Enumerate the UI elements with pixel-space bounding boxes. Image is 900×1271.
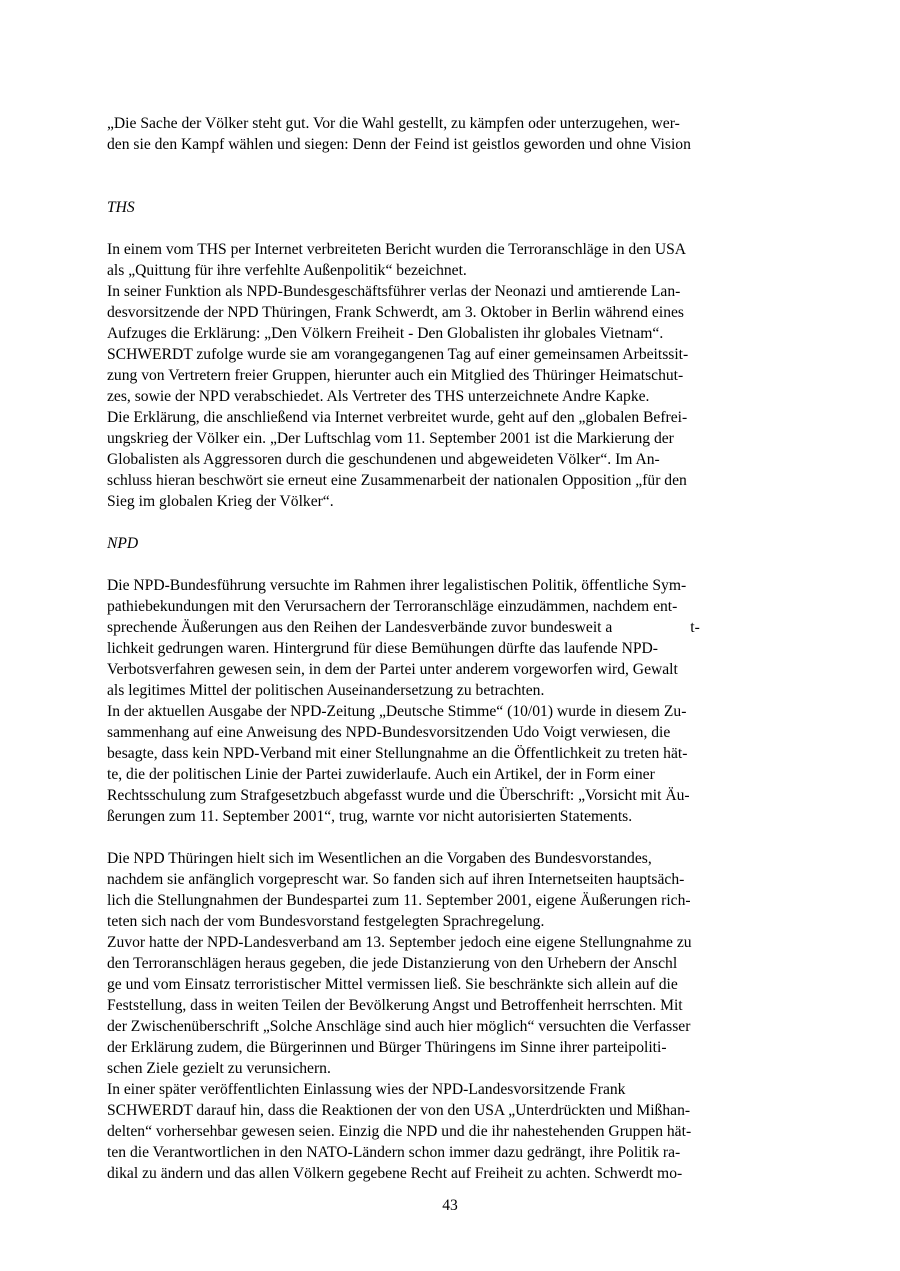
text-line: zung von Vertretern freier Gruppen, hierunter auch ein Mitglied des Thüringer Heimatschut- <box>107 367 684 384</box>
text-line: schen Ziele gezielt zu verunsichern. <box>107 1060 331 1077</box>
text-line: besagte, dass kein NPD-Verband mit einer Stellungnahme an die Öffentlichkeit zu treten hät- <box>107 745 688 762</box>
text-line: Globalisten als Aggressoren durch die geschundenen und abgeweideten Völker“. Im An- <box>107 451 660 468</box>
text-line: desvorsitzende der NPD Thüringen, Frank Schwerdt, am 3. Oktober in Berlin während eines <box>107 304 684 321</box>
text-line: schluss hieran beschwört sie erneut eine Zusammenarbeit der nationalen Opposition „für den <box>107 472 687 489</box>
text-line: Feststellung, dass in weiten Teilen der Bevölkerung Angst und Betroffenheit herrschten. Mit <box>107 997 683 1014</box>
text-line: Die Erklärung, die anschließend via Internet verbreitet wurde, geht auf den „globalen Befrei- <box>107 409 688 426</box>
text-line: „Die Sache der Völker steht gut. Vor die Wahl gestellt, zu kämpfen oder unterzugehen, wer- <box>107 115 680 132</box>
text-line: als „Quittung für ihre verfehlte Außenpolitik“ bezeichnet. <box>107 262 467 279</box>
section-body-npd-paragraph-1 <box>107 575 757 827</box>
text-line: Rechtsschulung zum Strafgesetzbuch abgefasst wurde und die Überschrift: „Vorsicht mit Äu- <box>107 787 690 804</box>
text-line: ten die Verantwortlichen in den NATO-Ländern schon immer dazu gedrängt, ihre Politik ra- <box>107 1144 681 1161</box>
text-line: In einer später veröffentlichten Einlassung wies der NPD-Landesvorsitzende Frank <box>107 1081 626 1098</box>
text-line: In der aktuellen Ausgabe der NPD-Zeitung „Deutsche Stimme“ (10/01) wurde in diesem Zu- <box>107 703 687 720</box>
section-body-ths <box>107 239 757 512</box>
text-line: delten“ vorhersehbar gewesen seien. Einzig die NPD und die ihr nahestehenden Gruppen hät- <box>107 1123 692 1140</box>
section-heading-npd: NPD <box>107 535 139 552</box>
text-line: te, die der politischen Linie der Partei zuwiderlaufe. Auch ein Artikel, der in Form einer <box>107 766 655 783</box>
text-line: Zuvor hatte der NPD-Landesverband am 13. September jedoch eine eigene Stellungnahme zu <box>107 934 692 951</box>
text-line: zes, sowie der NPD verabschiedet. Als Vertreter des THS unterzeichnete Andre Kapke. <box>107 388 650 405</box>
section-heading-ths: THS <box>107 199 135 216</box>
text-line: In seiner Funktion als NPD-Bundesgeschäftsführer verlas der Neonazi und amtierende Lan- <box>107 283 681 300</box>
text-line: Aufzuges die Erklärung: „Den Völkern Freiheit - Den Globalisten ihr globales Vietnam“. <box>107 325 664 342</box>
text-line: der Zwischenüberschrift „Solche Anschläge sind auch hier möglich“ versuchten die Verfasser <box>107 1018 691 1035</box>
text-line: Verbotsverfahren gewesen sein, in dem der Partei unter anderem vorgeworfen wird, Gewalt <box>107 661 678 678</box>
text-line: ßerungen zum 11. September 2001“, trug, warnte vor nicht autorisierten Statements. <box>107 808 633 825</box>
text-line: den Terroranschlägen heraus gegeben, die jede Distanzierung von den Urhebern der Anschl <box>107 955 678 972</box>
section-body-npd-paragraph-2 <box>107 848 757 1184</box>
text-line: teten sich nach der vom Bundesvorstand festgelegten Sprachregelung. <box>107 913 545 930</box>
text-line: Die NPD-Bundesführung versuchte im Rahmen ihrer legalistischen Politik, öffentliche Sym- <box>107 577 687 594</box>
text-line: Die NPD Thüringen hielt sich im Wesentlichen an die Vorgaben des Bundesvorstandes, <box>107 850 652 867</box>
text-line: nachdem sie anfänglich vorgeprescht war. So fanden sich auf ihren Internetseiten hauptsäch- <box>107 871 685 888</box>
page-number: 43 <box>442 1197 458 1214</box>
text-line: Sieg im globalen Krieg der Völker“. <box>107 493 334 510</box>
text-line: In einem vom THS per Internet verbreiteten Bericht wurden die Terroranschläge in den USA <box>107 241 687 258</box>
text-line: als legitimes Mittel der politischen Auseinandersetzung zu betrachten. <box>107 682 545 699</box>
text-line: SCHWERDT darauf hin, dass die Reaktionen der von den USA „Unterdrückten und Mißhan- <box>107 1102 691 1119</box>
document-page <box>107 113 757 1184</box>
text-line: der Erklärung zudem, die Bürgerinnen und Bürger Thüringens im Sinne ihrer parteipoliti- <box>107 1039 667 1056</box>
text-line: pathiebekundungen mit den Verursachern der Terroranschläge einzudämmen, nachdem ent- <box>107 598 678 615</box>
text-line: sammenhang auf eine Anweisung des NPD-Bundesvorsitzenden Udo Voigt verwiesen, die <box>107 724 671 741</box>
text-line: ge und vom Einsatz terroristischer Mittel vermissen ließ. Sie beschränkte sich allein auf die <box>107 976 678 993</box>
text-line: SCHWERDT zufolge wurde sie am vorangegangenen Tag auf einer gemeinsamen Arbeitssit- <box>107 346 689 363</box>
text-line: ungskrieg der Völker ein. „Der Luftschlag vom 11. September 2001 ist die Markierung der <box>107 430 674 447</box>
text-line: lichkeit gedrungen waren. Hintergrund für diese Bemühungen dürfte das laufende NPD- <box>107 640 658 657</box>
text-line: den sie den Kampf wählen und siegen: Denn der Feind ist geistlos geworden und ohne Vision <box>107 136 691 153</box>
text-line: dikal zu ändern und das allen Völkern gegebene Recht auf Freiheit zu achten. Schwerdt mo- <box>107 1165 683 1182</box>
intro-quote <box>107 113 757 155</box>
text-line: lich die Stellungnahmen der Bundespartei zum 11. September 2001, eigene Äußerungen rich- <box>107 892 691 909</box>
text-line: sprechende Äußerungen aus den Reihen der Landesverbände zuvor bundesweit a t- <box>107 619 700 636</box>
